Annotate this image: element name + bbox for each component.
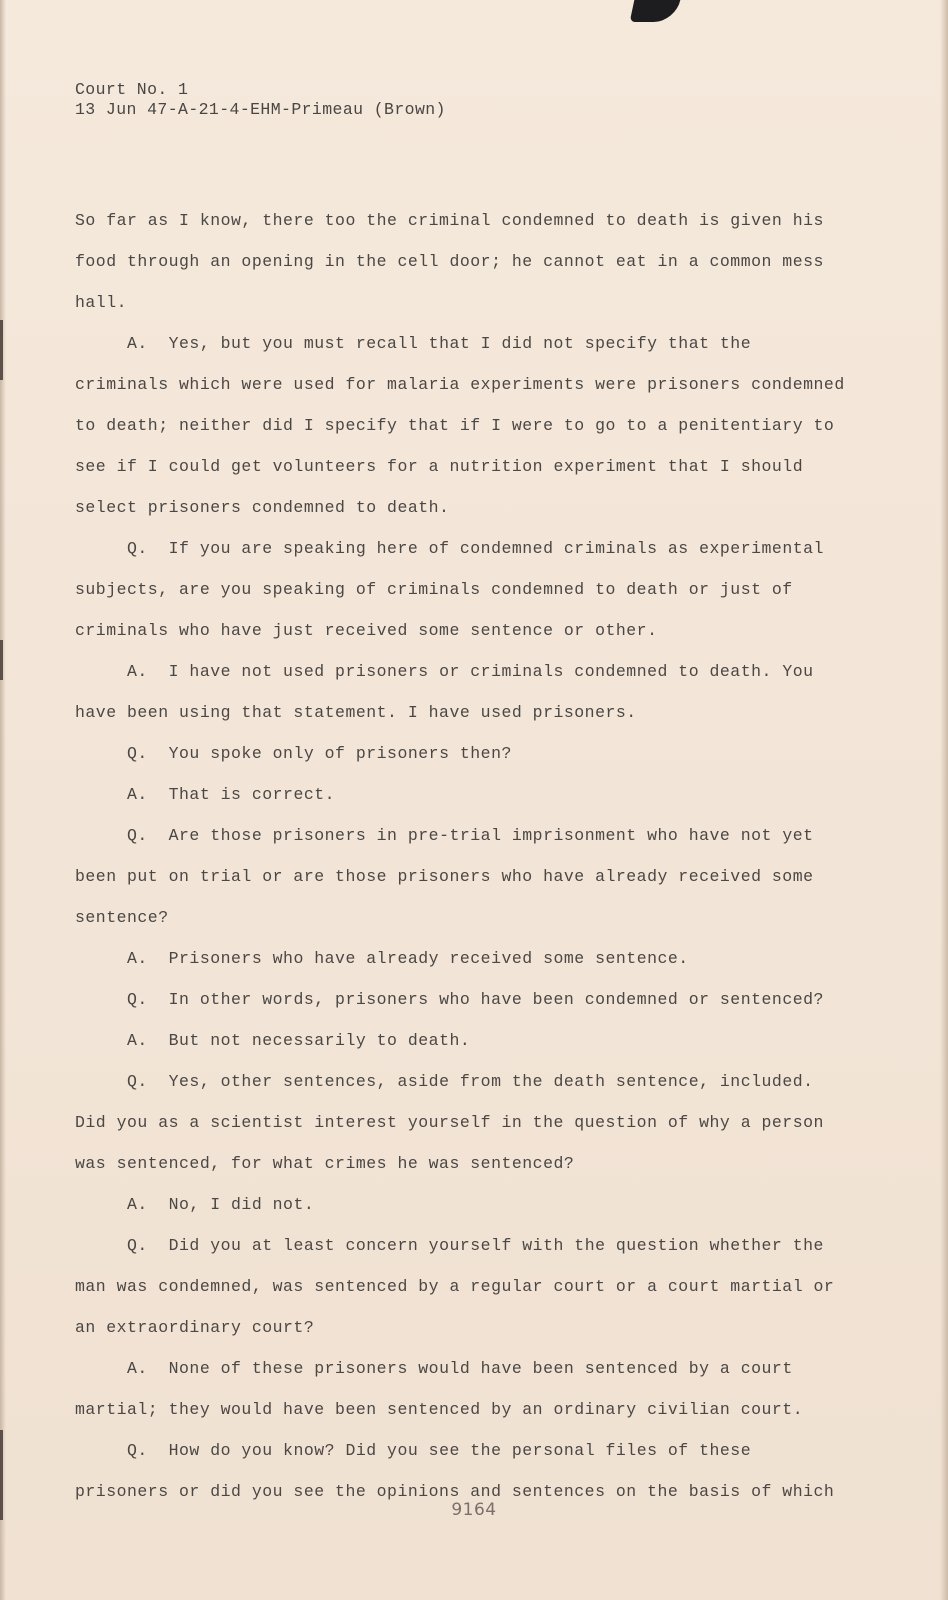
transcript-paragraph xyxy=(75,1225,845,1348)
court-line: Court No. 1 xyxy=(75,80,189,99)
paragraph-text: If you are speaking here of condemned criminals as experimental subjects, are you speaking of criminals condemned to death or just of criminals who have just received some sentence or other. xyxy=(75,539,824,640)
page-left-edge xyxy=(0,0,6,1600)
transcript-paragraph xyxy=(75,815,845,938)
transcript-paragraph xyxy=(75,733,845,774)
paragraph-text: But not necessarily to death. xyxy=(168,1031,471,1050)
speaker-label: A. xyxy=(127,1359,148,1378)
binding-mark xyxy=(0,640,3,680)
transcript-paragraph xyxy=(75,528,845,651)
transcript-paragraph xyxy=(75,938,845,979)
paragraph-text: No, I did not. xyxy=(168,1195,315,1214)
transcript-paragraph xyxy=(75,774,845,815)
speaker-label: A. xyxy=(127,785,148,804)
paragraph-text: Yes, but you must recall that I did not specify that the criminals which were used for malaria experiments were prisoners condemned to death; neither did I specify that if I were to go to a penitentiary to see if I could get volunteers for a nutrition experiment that I should select prisoners condemned to death. xyxy=(75,334,845,517)
paragraph-text: How do you know? Did you see the personal files of these prisoners or did you see the opinions and sentences on the basis of which xyxy=(75,1441,835,1501)
transcript-paragraph xyxy=(75,1020,845,1061)
paragraph-text: So far as I know, there too the criminal condemned to death is given his food through an opening in the cell door; he cannot eat in a common mess hall. xyxy=(75,211,824,312)
speaker-label: Q. xyxy=(127,1236,148,1255)
transcript-paragraph xyxy=(75,200,845,323)
binding-mark xyxy=(0,320,3,380)
paragraph-text: That is correct. xyxy=(168,785,336,804)
paragraph-text: You spoke only of prisoners then? xyxy=(168,744,512,763)
speaker-label: Q. xyxy=(127,1072,148,1091)
page-right-edge xyxy=(940,0,948,1600)
paragraph-text: Are those prisoners in pre-trial imprisonment who have not yet been put on trial or are those prisoners who have already received some sentence? xyxy=(75,826,814,927)
paragraph-text: Did you at least concern yourself with the question whether the man was condemned, was sentenced by a regular court or a court martial or an extraordinary court? xyxy=(75,1236,835,1337)
paragraph-text: In other words, prisoners who have been condemned or sentenced? xyxy=(168,990,824,1009)
speaker-label: A. xyxy=(127,1195,148,1214)
transcript-paragraph xyxy=(75,979,845,1020)
paragraph-text: I have not used prisoners or criminals condemned to death. You have been using that statement. I have used prisoners. xyxy=(75,662,814,722)
document-header xyxy=(75,80,446,120)
transcript-body xyxy=(75,200,845,1512)
speaker-label: A. xyxy=(127,1031,148,1050)
speaker-label: Q. xyxy=(127,990,148,1009)
paragraph-text: Yes, other sentences, aside from the death sentence, included. Did you as a scientist interest yourself in the question of why a person was sentenced, for what crimes he was sentenced? xyxy=(75,1072,824,1173)
paragraph-text: Prisoners who have already received some sentence. xyxy=(168,949,689,968)
transcript-paragraph xyxy=(75,651,845,733)
paragraph-text: None of these prisoners would have been sentenced by a court martial; they would have been sentenced by an ordinary civilian court. xyxy=(75,1359,804,1419)
speaker-label: Q. xyxy=(127,539,148,558)
transcript-paragraph xyxy=(75,323,845,528)
transcript-paragraph xyxy=(75,1184,845,1225)
speaker-label: A. xyxy=(127,662,148,681)
speaker-label: A. xyxy=(127,949,148,968)
transcript-paragraph xyxy=(75,1348,845,1430)
transcript-paragraph xyxy=(75,1061,845,1184)
speaker-label: Q. xyxy=(127,744,148,763)
torn-corner xyxy=(630,0,681,22)
speaker-label: Q. xyxy=(127,826,148,845)
speaker-label: Q. xyxy=(127,1441,148,1460)
speaker-label: A. xyxy=(127,334,148,353)
page-number: 9164 xyxy=(451,1500,497,1520)
session-line: 13 Jun 47-A-21-4-EHM-Primeau (Brown) xyxy=(75,100,446,119)
